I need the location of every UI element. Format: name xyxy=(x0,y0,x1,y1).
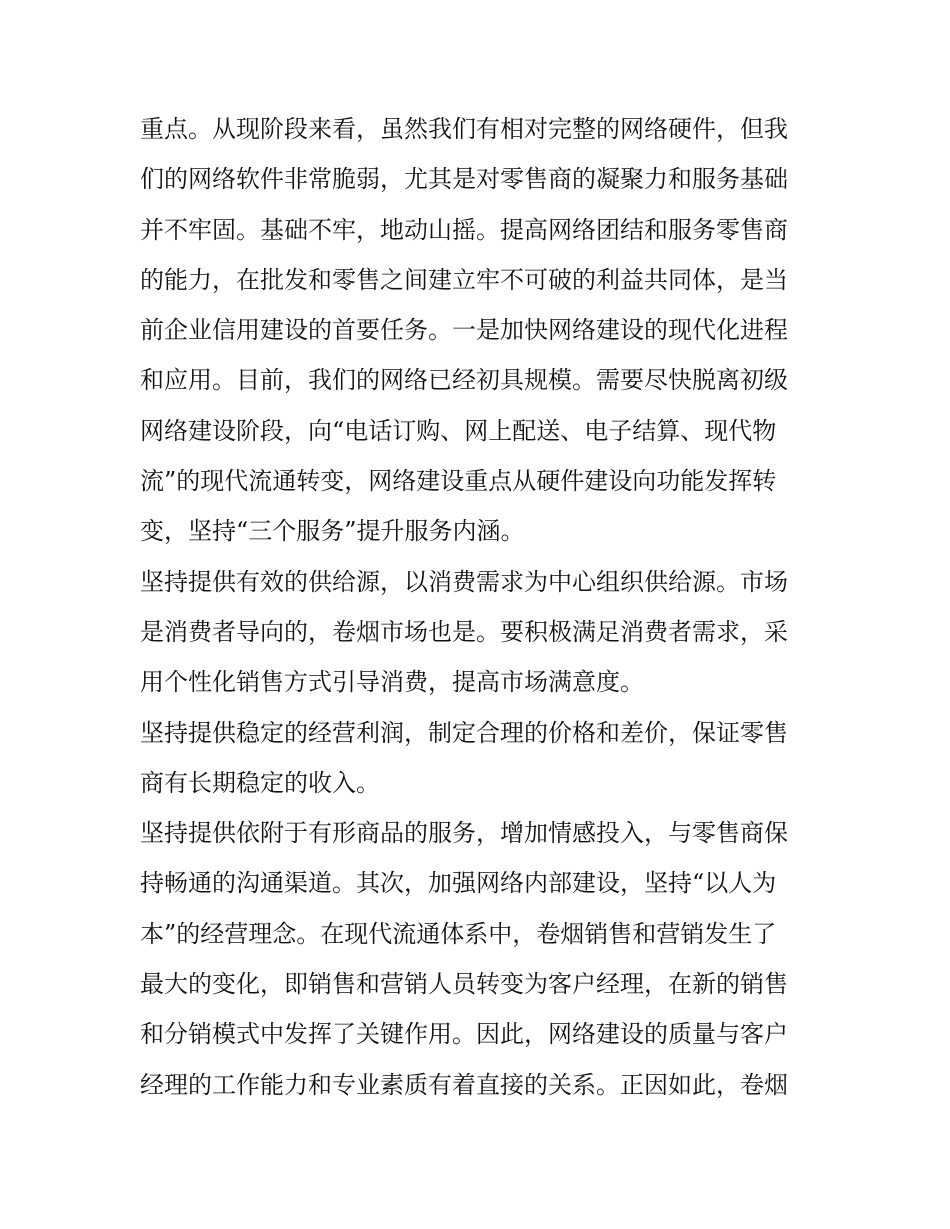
text-line: 和分销模式中发挥了关键作用。因此，网络建设的质量与客户 xyxy=(140,1020,788,1049)
text-line: 并不牢固。基础不牢，地动山摇。提高网络团结和服务零售商 xyxy=(140,215,788,244)
text-line: 持畅通的沟通渠道。其次，加强网络内部建设，坚持“以人为 xyxy=(140,869,777,898)
body-text xyxy=(140,104,820,1110)
text-line: 经理的工作能力和专业素质有着直接的关系。正因如此，卷烟 xyxy=(140,1070,788,1099)
text-line: 变，坚持“三个服务”提升服务内涵。 xyxy=(140,517,525,546)
text-line: 是消费者导向的，卷烟市场也是。要积极满足消费者需求，采 xyxy=(140,617,788,646)
text-line: 网络建设阶段，向“电话订购、网上配送、电子结算、现代物 xyxy=(140,416,777,445)
text-line: 用个性化销售方式引导消费，提高市场满意度。 xyxy=(140,668,644,697)
text-line: 重点。从现阶段来看，虽然我们有相对完整的网络硬件，但我 xyxy=(140,115,788,143)
text-line: 坚持提供有效的供给源，以消费需求为中心组织供给源。市场 xyxy=(140,567,788,596)
text-line: 前企业信用建设的首要任务。一是加快网络建设的现代化进程 xyxy=(140,316,788,345)
text-line: 最大的变化，即销售和营销人员转变为客户经理，在新的销售 xyxy=(140,970,788,999)
text-line: 和应用。目前，我们的网络已经初具规模。需要尽快脱离初级 xyxy=(140,366,788,395)
text-line: 本”的经营理念。在现代流通体系中，卷烟销售和营销发生了 xyxy=(140,919,777,948)
text-line: 坚持提供稳定的经营利润，制定合理的价格和差价，保证零售 xyxy=(140,718,788,747)
text-line: 们的网络软件非常脆弱，尤其是对零售商的凝聚力和服务基础 xyxy=(140,165,788,194)
text-line: 坚持提供依附于有形商品的服务，增加情感投入，与零售商保 xyxy=(140,819,788,848)
text-line: 商有长期稳定的收入。 xyxy=(140,768,380,797)
text-line: 的能力，在批发和零售之间建立牢不可破的利益共同体，是当 xyxy=(140,265,788,294)
text-line: 流”的现代流通转变，网络建设重点从硬件建设向功能发挥转 xyxy=(140,467,777,496)
